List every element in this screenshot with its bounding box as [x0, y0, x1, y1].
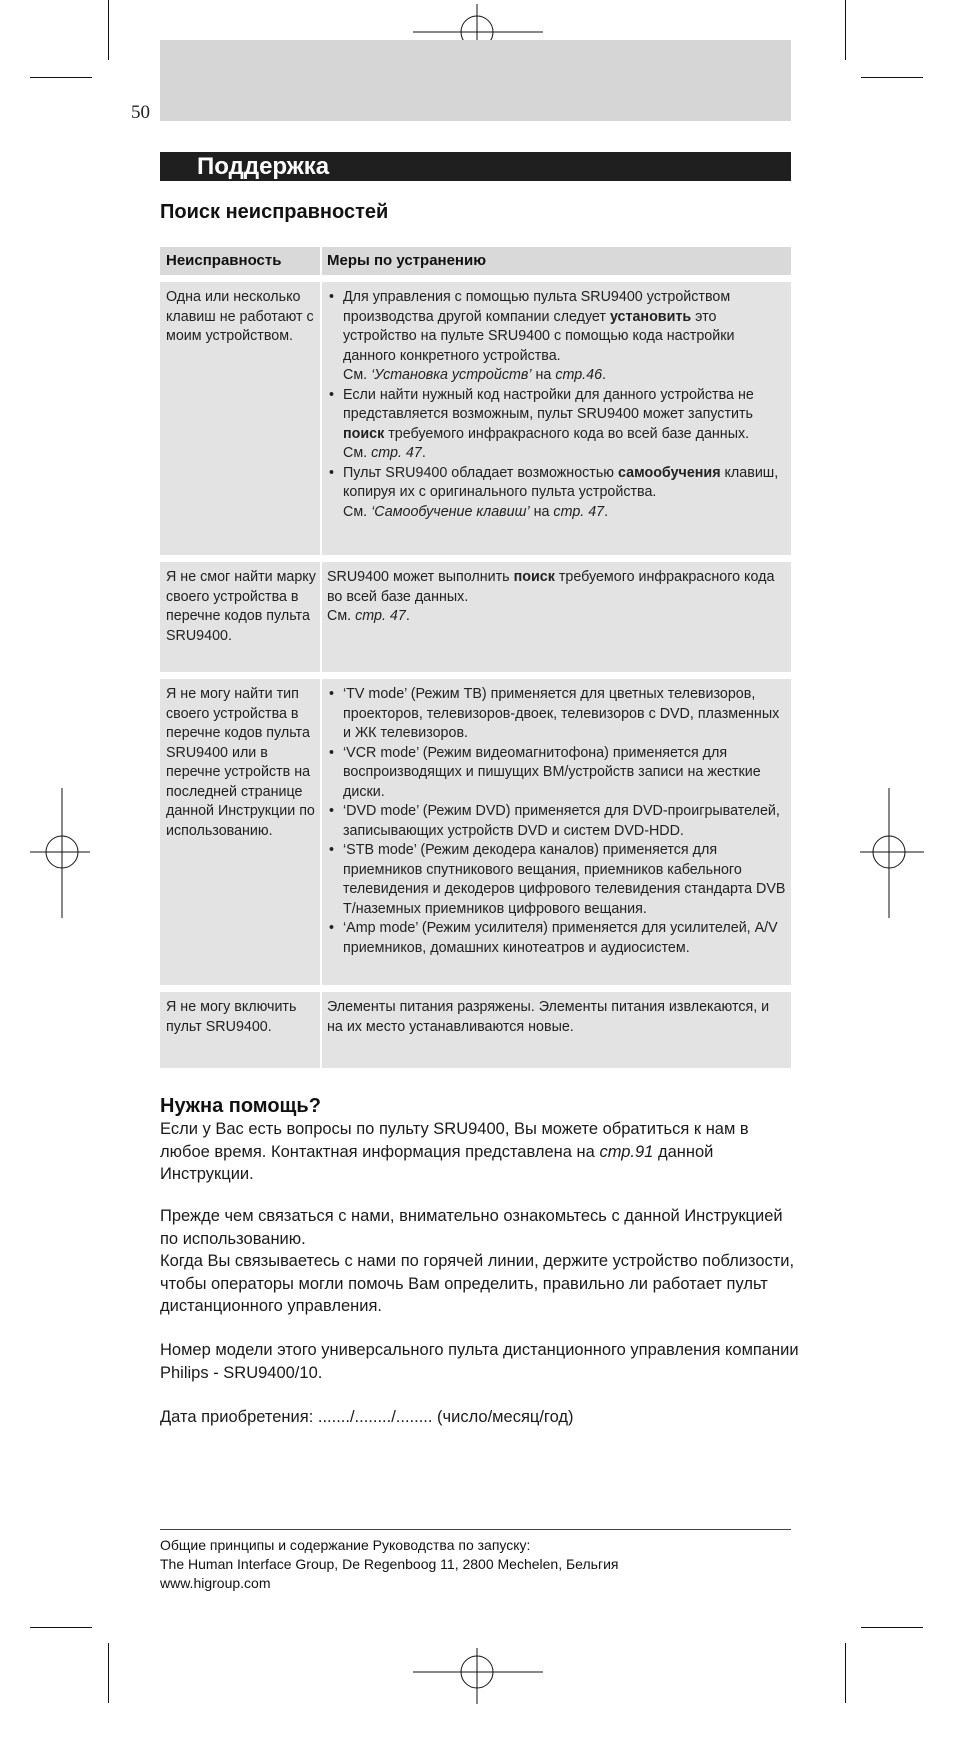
help-paragraph: Прежде чем связаться с нами, внимательно ознакомьтесь с данной Инструкцией по использованию.: [160, 1207, 783, 1248]
purchase-date-line: Дата приобретения: ......./......../........ (число/месяц/год): [160, 1408, 574, 1426]
crop-mark: [845, 0, 846, 60]
table-row-solution: SRU9400 может выполнить поиск требуемого инфракрасного кода во всей базе данных. См. стр. 47.: [322, 562, 791, 672]
registration-mark-left: [30, 788, 90, 918]
table-row-problem: Я не могу найти тип своего устройства в перечне кодов пульта SRU9400 или в перечне устройств на последней странице данной Инструкции по использованию.: [160, 679, 320, 985]
list-item: • Для управления с помощью пульта SRU9400 устройством производства другой компании следует установить это устройство на пульте SRU9400 с помощью кода настройки данного конкретного устройства. См. ‘Установка устройств’ на стр.46.: [327, 288, 787, 386]
footer-link[interactable]: www.higroup.com: [160, 1575, 271, 1591]
crop-mark: [30, 77, 92, 78]
table-row-solution: [322, 282, 791, 555]
list-item: • ‘VCR mode’ (Режим видеомагнитофона) применяется для воспроизводящих и пишущих ВМ/устройств записи на жесткие диски.: [327, 744, 787, 803]
list-item: • ‘TV mode’ (Режим ТВ) применяется для цветных телевизоров, проекторов, телевизоров-двоек, телевизоров с DVD, плазменных и ЖК телевизоров.: [327, 685, 787, 744]
table-row-problem: Я не смог найти марку своего устройства в перечне кодов пульта SRU9400.: [160, 562, 320, 672]
header-band: [160, 40, 791, 121]
crop-mark: [108, 0, 109, 60]
section-title: Поддержка: [197, 153, 330, 180]
registration-mark-bottom: [413, 1648, 543, 1704]
registration-mark-right: [860, 788, 924, 918]
help-paragraph: Номер модели этого универсального пульта дистанционного управления компании Philips - SRU9400/10.: [160, 1341, 799, 1382]
table-row-solution: Элементы питания разряжены. Элементы питания извлекаются, и на их место устанавливаются новые.: [322, 992, 791, 1068]
help-paragraph: Если у Вас есть вопросы по пульту SRU9400, Вы можете обратиться к нам в любое время. Контактная информация представлена на стр.91 данной Инструкции.: [160, 1120, 749, 1183]
page-number: 50: [131, 102, 150, 123]
troubleshooting-heading: Поиск неисправностей: [160, 201, 389, 223]
column-header-solution: Меры по устранению: [322, 247, 791, 275]
list-item: • ‘DVD mode’ (Режим DVD) применяется для DVD-проигрывателей, записывающих устройств DVD и систем DVD-HDD.: [327, 802, 787, 841]
crop-mark: [30, 1627, 92, 1628]
crop-mark: [845, 1643, 846, 1703]
column-header-problem: Неисправность: [160, 247, 320, 275]
list-item: • ‘Amp mode’ (Режим усилителя) применяется для усилителей, A/V приемников, домашних кинотеатров и аудиосистем.: [327, 919, 787, 958]
list-item: • ‘STB mode’ (Режим декодера каналов) применяется для приемников спутникового вещания, приемников кабельного телевидения и декодеров цифрового телевидения стандарта DVB T/наземных приемников цифрового вещания.: [327, 841, 787, 919]
crop-mark: [861, 77, 923, 78]
list-item: • Если найти нужный код настройки для данного устройства не представляется возможным, пульт SRU9400 может запустить поиск требуемого инфракрасного кода во всей базе данных. См. стр. 47.: [327, 386, 787, 464]
table-row-problem: Одна или несколько клавиш не работают с моим устройством.: [160, 282, 320, 555]
help-heading: Нужна помощь?: [160, 1095, 321, 1117]
footer-line: Общие принципы и содержание Руководства по запуску:: [160, 1537, 531, 1553]
list-item: • Пульт SRU9400 обладает возможностью самообучения клавиш, копируя их с оригинального пульта устройства. См. ‘Самообучение клавиш’ на стр. 47.: [327, 464, 787, 523]
help-paragraph: Когда Вы связываетесь с нами по горячей линии, держите устройство поблизости, чтобы операторы могли помочь Вам определить, правильно ли работает пульт дистанционного управления.: [160, 1252, 795, 1315]
footer-line: The Human Interface Group, De Regenboog 11, 2800 Mechelen, Бельгия: [160, 1556, 619, 1572]
crop-mark: [861, 1627, 923, 1628]
crop-mark: [108, 1643, 109, 1703]
table-row-solution: [322, 679, 791, 985]
footer-divider: [160, 1529, 791, 1530]
table-row-problem: Я не могу включить пульт SRU9400.: [160, 992, 320, 1068]
